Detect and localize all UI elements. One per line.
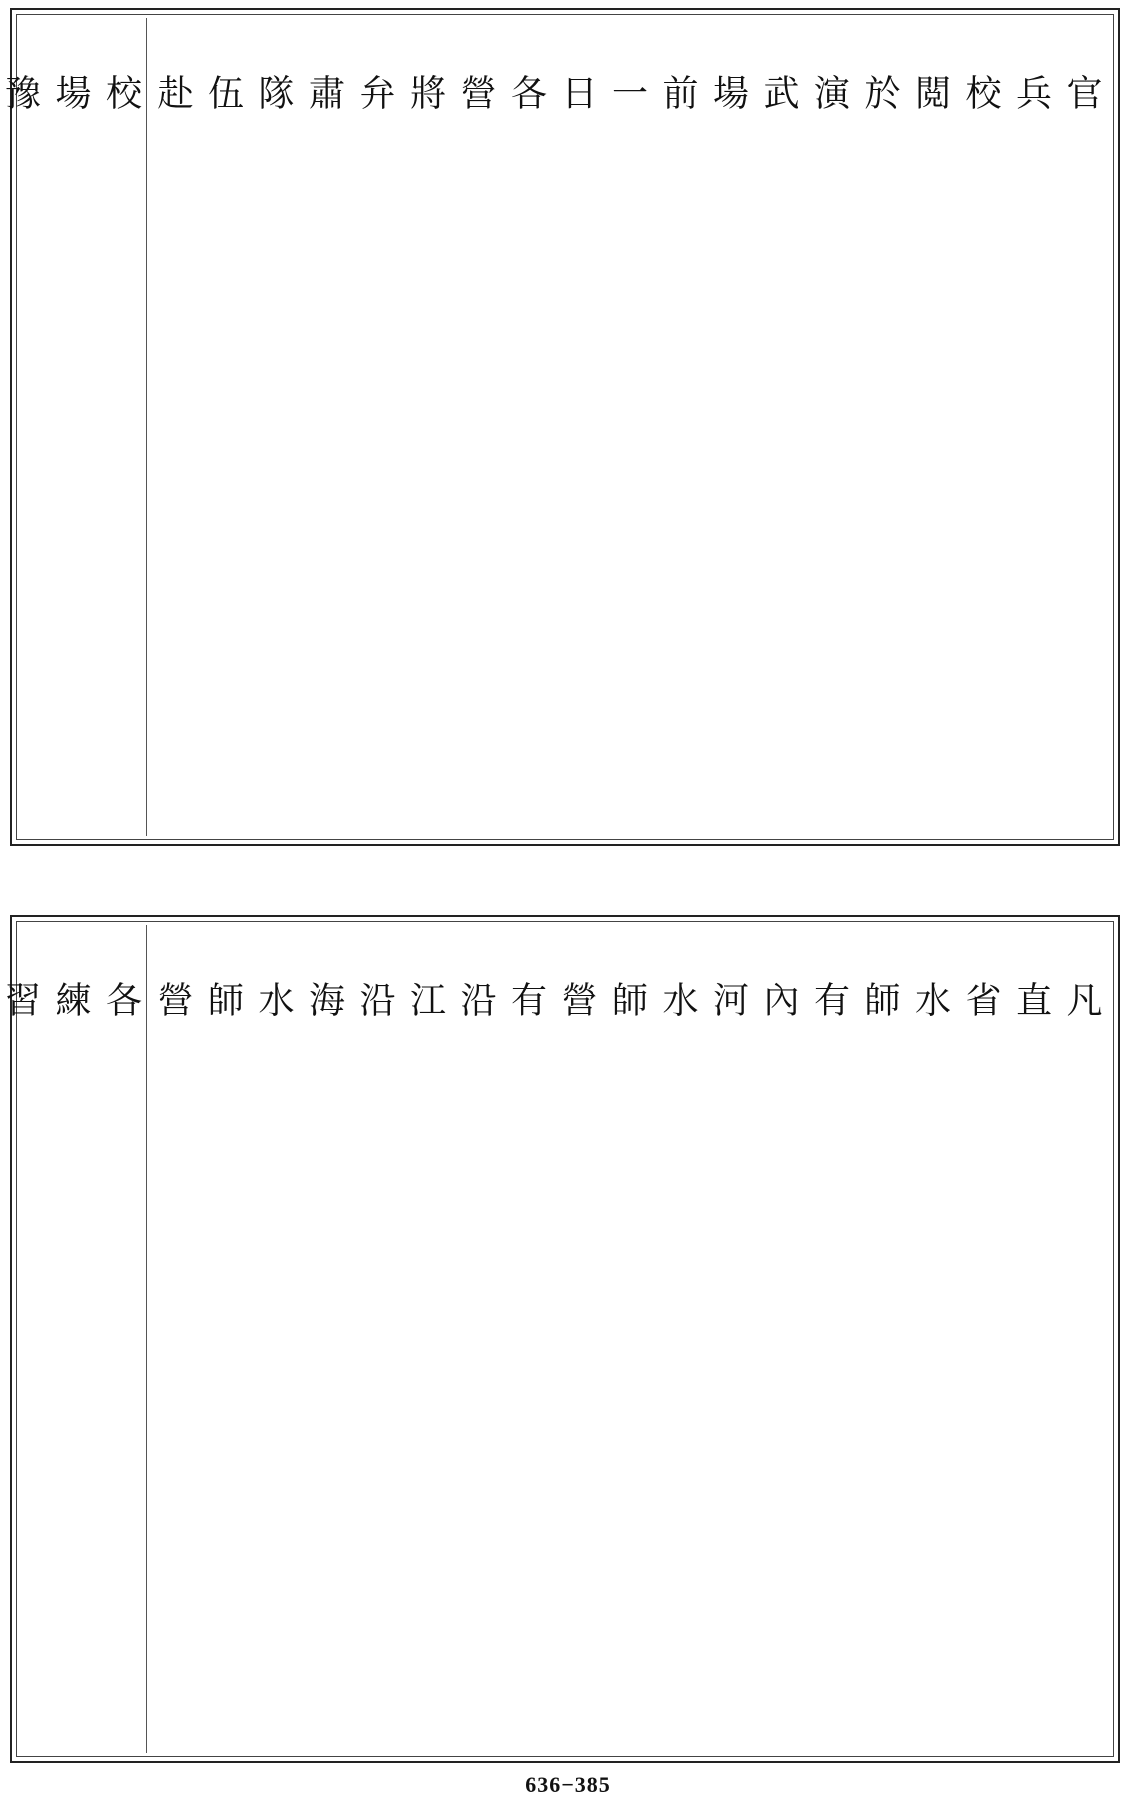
text-column xyxy=(0,18,146,836)
reprint-page-number: 636−385 xyxy=(525,1772,611,1797)
text-column xyxy=(146,925,1107,1753)
column-text: 凡直省水師有內河水師營有沿江沿海水師營 xyxy=(152,981,1102,1017)
bottom-page xyxy=(0,915,1120,1763)
text-column xyxy=(0,925,146,1753)
bottom-page-columns xyxy=(0,925,1106,1753)
top-page xyxy=(0,8,1120,846)
top-page-columns xyxy=(0,18,1106,836)
column-text: 各練習 xyxy=(0,981,142,1017)
text-column xyxy=(146,18,1107,836)
column-text: 官兵校閲於演武場前一日各營將弁肅隊伍赴 xyxy=(152,74,1102,110)
column-text: 校場豫 xyxy=(0,74,142,110)
